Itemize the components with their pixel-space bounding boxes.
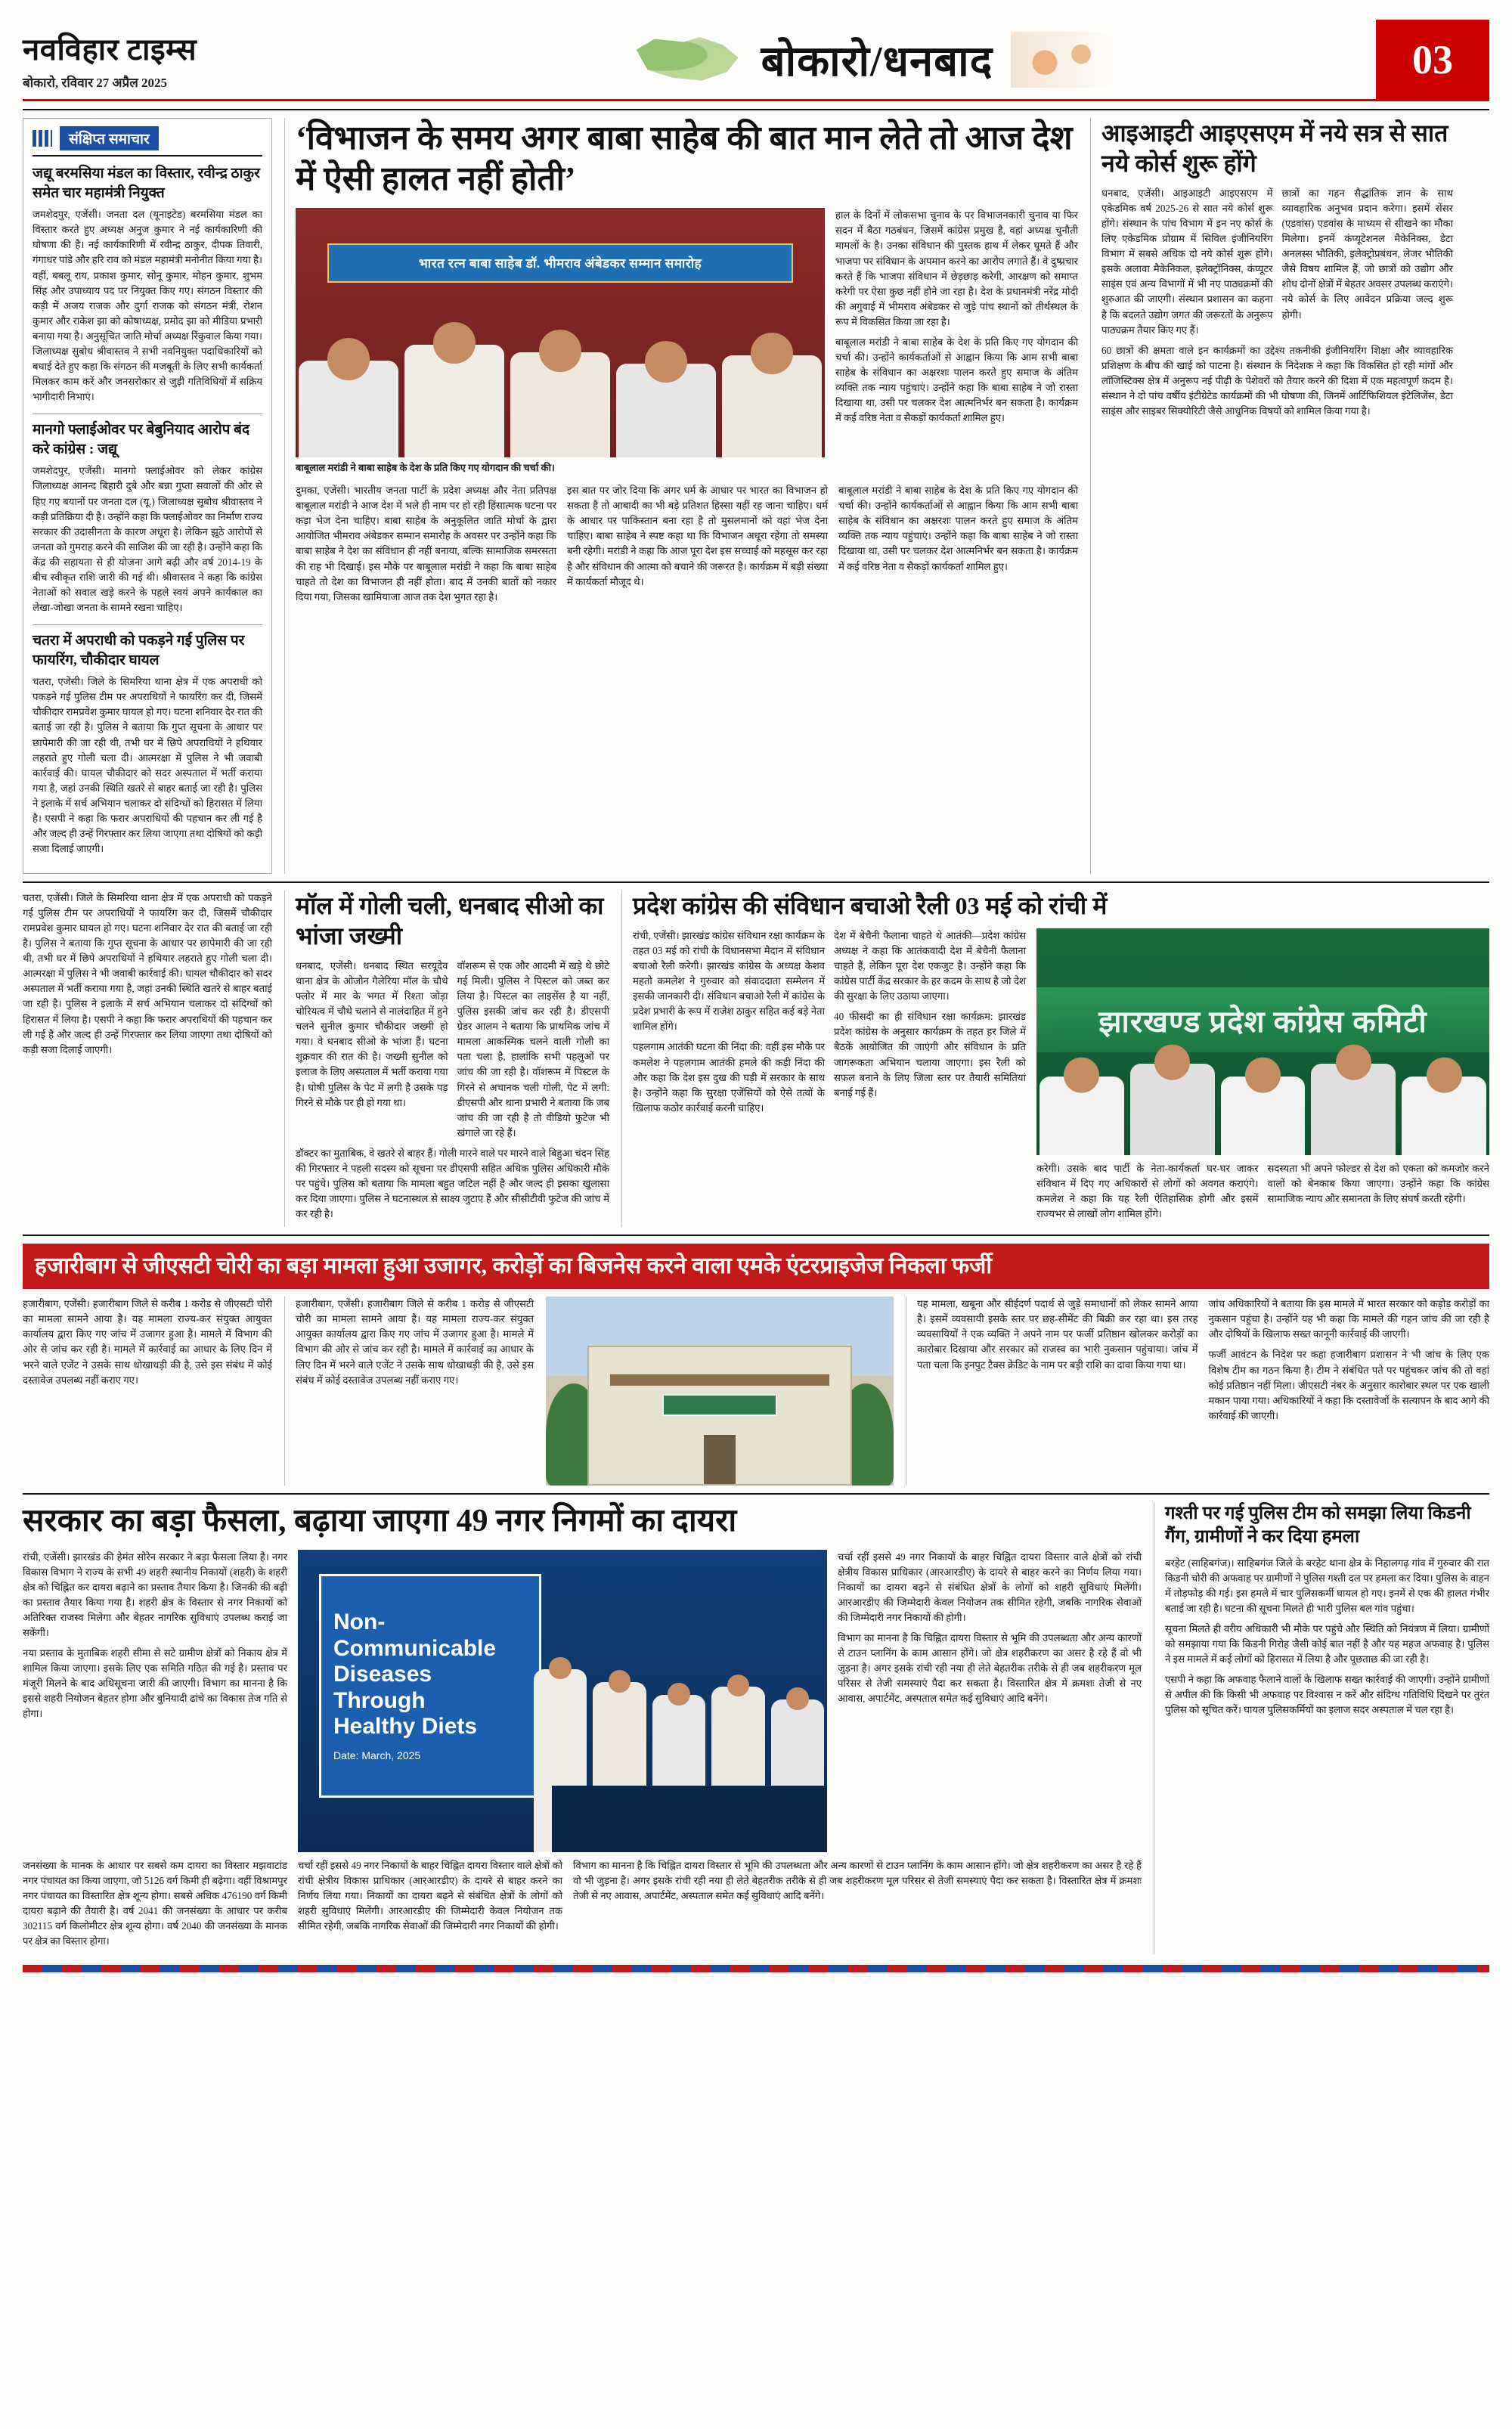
brief-body: जमशेदपुर, एजेंसी। जनता दल (यूनाइटेड) बरमसिया मंडल का विस्तार करते हुए अध्यक्ष अनुज कुमार ने नई कार्यकारिणी की घोषणा की है। नई कार्यकारिणी में रवीन्द्र ठाकुर, दीपक तिवारी, गंगाधर पांडे और हरि राव को मंडल महामंत्री मनोनीत किया गया है। वहीं, बबलू राय, प्रकाश कुमार, सोनू कुमार, मोहन कुमार, शुभम सिंह और उपाध्याय पद पर नियुक्त किए गए। संगठन विस्तार की कड़ी में अजय राजक और दुर्गा राजक को संगठन मंत्री, रोशन कुमार और राकेश झा को कोषाध्यक्ष, प्रमोद झा को मीडिया प्रभारी बनाया गया है। अनुसूचित जाति मोर्चा अध्यक्ष रिंकुवाल किया गया। जिलाध्यक्ष सुबोध श्रीवास्तव ने सभी नवनियुक्त पदाधिकारियों को बधाई देते हुए कहा कि संगठन की मजबूती के लिए सभी कार्यकर्ता मिलकर काम करें और जनसरोकार से जुड़ी गतिविधियों में सक्रिय भागीदारी निभाएं।: [33, 209, 262, 403]
signboard-shape: [662, 1394, 777, 1416]
lead-photo: [296, 208, 825, 457]
police-story: [1154, 1502, 1489, 1954]
brief-body: चतरा, एजेंसी। जिले के सिमरिया थाना क्षेत्र में एक अपराधी को पकड़ने गई पुलिस टीम पर अपराधियों ने फायरिंग कर दी, जिसमें चौकीदार रामप्रवेश कुमार घायल हो गए। घटना शनिवार देर रात की बताई जा रही है। पुलिस ने बताया कि गुप्त सूचना के आधार पर छापेमारी की जा रही थी, तभी घर में छिपे अपराधियों ने हथियार लहराते हुए गोली चला दी। आत्मरक्षा में पुलिस ने भी जवाबी कार्रवाई की। घायल चौकीदार को सदर अस्पताल में भर्ती कराया गया है, जहां उनकी स्थिति खतरे से बाहर बताई जा रही है। पुलिस ने इलाके में सर्च अभियान चलाकर दो संदिग्धों को हिरासत में लिया है। एसपी ने कहा कि फरार अपराधियों की पहचान कर ली गई है और जल्द ही उन्हें गिरफ्तार कर लिया जाएगा तथा दोषियों को कड़ी सजा दिलाई जाएगी।: [33, 676, 262, 854]
lead-paragraph: हाल के दिनों में लोकसभा चुनाव के पर विभाजनकारी चुनाव या फिर सदन में बैठा गठबंधन, जिसमें कांग्रेस प्रमुख है, वहां अध्यक्ष चुनौती मामलों के है। उनका संविधान की पुस्तक हाथ में लेकर घूमते हैं और भाजपा पर संविधान के अपमान करने का आरोप लगाते हैं। वे दुष्प्रचार करते हैं कि भाजपा संविधान में छेड़छाड़ करेगी, आरक्षण को समाप्त करेगी पर ऐसा कुछ नहीं होने जा रहा है। देश के प्रधानमंत्री नरेंद्र मोदी की अगुवाई में भीमराव अंबेडकर से जुड़े पांच स्थानों को तीर्थस्थल के रूप में विकसित किया जा रहा है।: [835, 209, 1078, 327]
nagar-photo: [298, 1550, 827, 1852]
section-name: बोकारो/धनबाद: [761, 38, 993, 85]
gst-paragraph: फर्जी आवंटन के निदेश पर कहा हजारीबाग प्रशासन ने भी जांच के लिए एक विशेष टीम का गठन किया है। टीम ने संबंधित पते पर पहुंचकर जांच की तो वहां कोई प्रतिष्ठान नहीं मिला। जीएसटी नंबर के अनुसार कारोबार स्थल पर एक खाली मकान पाया गया। अधिकारियों ने कहा कि दस्तावेजों के सत्यापन के बाद आगे की कार्रवाई की जाएगी।: [1208, 1349, 1489, 1421]
sidebar-label: संक्षिप्त समाचार: [60, 126, 159, 150]
building-shape: [587, 1346, 852, 1486]
iit-paragraph: छात्रों का गहन सैद्धांतिक ज्ञान के साथ व्यावहारिक अनुभव प्रदान करेगा। इसमें सेंसर (एडवांस) एडवांस के माध्यम से सीखने का मौका मिलेगा। इनमें कंप्यूटेशनल मैकेनिक्स, डेटा अनलस्स भौतिकी, इलेक्ट्रोप्रबंधन, लेजर भौतिकी जैसे विषय शामिल हैं, जो छात्रों को उद्योग और शोध दोनों क्षेत्रों में बेहतर अवसर उपलब्ध कराएंगे। नये कोर्स के लिए आवेदन प्रक्रिया जल्द शुरू होगी।: [1281, 187, 1453, 321]
iit-paragraph: 60 छात्रों की क्षमता वाले इन कार्यक्रमों का उद्देश्य तकनीकी इंजीनियरिंग शिक्षा और व्यावहारिक प्रशिक्षण के बीच की खाई को पाटना है। संस्थान के निदेशक ने कहा कि विकसित हो रही मांगों और लॉजिस्टिक्स क्षेत्र में अनुरूप नई पीढ़ी के पेशेवरों को तैयार करने की दिशा में एक महत्वपूर्ण कदम है। संस्थान ने दो पांच वर्षीय इंटीग्रेटेड कार्यक्रमों की भी घोषणा की, जिनमें आर्टिफिशियल इंटेलिजेंस, डेटा साइंस और साइबर सिक्योरिटी जैसे आधुनिक विषयों को शामिल किया गया है।: [1101, 344, 1453, 417]
nagar-story: [23, 1502, 1142, 1954]
lead-photo-caption: बाबूलाल मरांडी ने बाबा साहेब के देश के प्रति किए गए योगदान की चर्चा की।: [296, 462, 555, 474]
lead-col-1: [296, 483, 556, 610]
police-paragraph: बरहेट (साहिबगंज)। साहिबगंज जिले के बरहेट थाना क्षेत्र के निहालगढ़ गांव में गुरुवार की रात किडनी चोरी की अफवाह पर ग्रामीणों ने पुलिस गश्ती दल पर हमला कर दिया। पुलिस के वाहन में तोड़फोड़ की गई। इस हमले में चार पुलिसकर्मी घायल हो गए। इनमें से एक की हालत गंभीर बताई जा रही है। घटना की सूचना मिलते ही भारी पुलिस बल गांव पहुंचा।: [1165, 1557, 1489, 1614]
mall-story: [284, 891, 609, 1227]
brief-item: [33, 420, 262, 615]
top-section: [23, 118, 1489, 874]
congress-photo: [1036, 928, 1489, 1155]
middle-section: [23, 891, 1489, 1227]
congress-paragraph: देश में बेचैनी फैलाना चाहते थे आतंकी—प्रदेश कांग्रेस अध्यक्ष ने कहा कि आतंकवादी देश में बेचैनी फैलाना चाहते हैं, लेकिन पूरा देश एकजुट है। उन्होंने कहा कि कांग्रेस पार्टी केंद्र सरकार के हर कदम के साथ है जो देश की सुरक्षा के लिए उठाया जाएगा।: [834, 930, 1026, 1002]
gst-paragraph: यह मामला, खबूना और सीईदर्ण पदार्थ से जुड़े समाधानों को लेकर सामने आया है। इसमें व्यवसायी इसके स्तर पर छह-सीमेंट की बिक्री कर रहा था। इस तरह व्यवसायियों ने एक व्यक्ति ने अपने नाम पर फर्जी प्रतिष्ठान खोलकर करोड़ों का कारोबार दिखाया और सरकार को राजस्व का भारी नुकसान पहुंचाया। जांच में पता चला कि इनपुट टैक्स क्रेडिट के नाम पर बड़ी राशि का दावा किया गया था।: [917, 1298, 1198, 1371]
nagar-paragraph: विभाग का मानना है कि चिह्नित दायरा विस्तार से भूमि की उपलब्धता और अन्य कारणों से टाउन प्लानिंग के काम आसान होंगे। जो क्षेत्र शहरीकरण का असर है रहे हैं वो भी जुड़ना है। अगर इसके रांची रही नया ही लेते बेहतरीक तरीके से ही जब शहरीकरण मूल परिसर से तेजी समस्याएं पैदा कर सकता है। विस्तारित क्षेत्र में क्रमशः तेजी से नए आवास, अपार्टमेंट, अस्पताल समेत कई सुविधाएं आदि बनेंगे।: [573, 1859, 1142, 1901]
congress-paragraph: 40 फीसदी का ही संविधान रक्षा कार्यक्रम: झारखंड प्रदेश कांग्रेस के अनुसार कार्यक्रम के तहत हर जिले में बैठकें आयोजित की जाएंगी और संविधान के प्रति जागरूकता अभियान चलाया जाएगा। इस रैली को सफल बनाने के लिए जिला स्तर पर तैयारी समितियां बनाई गई हैं।: [834, 1011, 1026, 1098]
police-paragraph: एसपी ने कहा कि अफवाह फैलाने वालों के खिलाफ सख्त कार्रवाई की जाएगी। उन्होंने ग्रामीणों से अपील की कि किसी भी अफवाह पर विश्वास न करें और संदिग्ध गतिविधि दिखने पर तुरंत पुलिस को सूचित करें। घायल पुलिसकर्मियों का इलाज सदर अस्पताल में चल रहा है।: [1165, 1674, 1489, 1716]
congress-paragraph: करेगी। उसके बाद पार्टी के नेता-कार्यकर्ता घर-घर जाकर संविधान में दिए गए अधिकारों से लोगों को अवगत कराएंगे। कमलेश ने कहा कि यह रैली ऐतिहासिक होगी और इसमें राज्यभर से लाखों लोग शामिल होंगे।: [1036, 1163, 1259, 1220]
section-rule: [23, 1493, 1489, 1495]
lead-col-3: [835, 208, 1078, 476]
section-rule: [23, 881, 1489, 883]
photo-people: [1036, 1046, 1489, 1155]
nagar-headline: सरकार का बड़ा फैसला, बढ़ाया जाएगा 49 नगर निगमों का दायरा: [23, 1504, 737, 1539]
lead-paragraph: इस बात पर जोर दिया कि अगर धर्म के आधार पर भारत का विभाजन हो सकता है तो आबादी का भी बड़े प्रतिशत हिस्सा यहीं रह जाना चाहिए। धर्म के आधार पर पाकिस्तान बना रहा है तो मुसलमानों को वहां भेज देना चाहिए। बाबा साहेब ने स्पष्ट कहा था कि विभाजन अधूरा रहेगा तो समस्या बनी रहेगी। मरांडी ने कहा कि आज पूरा देश इस सच्चाई को महसूस कर रहा है और संविधान की आत्मा को बचाने की जरूरत है। कार्यक्रम में बड़ी संख्या में कार्यकर्ता मौजूद थे।: [567, 485, 828, 587]
congress-paragraph: पहलगाम आतंकी घटना की निंदा की: वहीं इस मौके पर कमलेश ने पहलगाम आतंकी हमले की कड़ी निंदा की और कहा कि देश इस दुख की घड़ी में सरकार के साथ है। उन्होंने कहा कि सुरक्षा एजेंसियों को ऐसे तत्वों के खिलाफ कठोर कार्रवाई करनी चाहिए।: [633, 1041, 825, 1114]
brief-headline: जद्यू बरमसिया मंडल का विस्तार, रवीन्द्र ठाकुर समेत चार महामंत्री नियुक्त: [33, 166, 260, 201]
masthead-rule: [23, 109, 1489, 110]
masthead-dateline: बोकारो, रविवार 27 अप्रैल 2025: [23, 76, 167, 90]
map-icon: [630, 36, 743, 84]
photo-banner-text: भारत रत्न बाबा साहेब डॉ. भीमराव अंबेडकर सम्मान समारोह: [327, 243, 793, 283]
newspaper-title: नवविहार टाइम्स: [23, 33, 197, 67]
lead-paragraph: दुमका, एजेंसी। भारतीय जनता पार्टी के प्रदेश अध्यक्ष और नेता प्रतिपक्ष बाबूलाल मरांडी ने आज देश में भले ही नाम पर हो रही हिंसात्मक घटना पर कड़ा भेज देना चाहिए। बाबा साहेब के अनुकूलित जाति मोर्चा के द्वारा आयोजित भीमराव अंबेडकर सम्मान समारोह के अवसर पर उन्होंने कहा कि बाबा साहेब ने देश का संविधान ही नहीं बनाया, बल्कि सामाजिक समरसता की राह भी दिखाई। इस मौके पर बाबूलाल मरांडी ने कहा कि बाबा साहेब चाहते तो देश का विभाजन ही नहीं होता। बाद में उनकी बातों को नकार दिया गया, जिसका खामियाजा आज तक देश भुगत रहा है।: [296, 485, 556, 603]
mall-paragraph: धनबाद, एजेंसी। धनबाद स्थित सरयूदेव थाना क्षेत्र के ओजोन गैलेरिया मॉल के चौथे फ्लोर में मार के भगत में रिश्ता जोड़ा चोरियत्व में चौथे चलाने से नालंदाहित में हुने चलने सुनील कुमार चौकीदार जख्मी हो गया। वे धनबाद सीओ के भांजा हैं। घटना शुक्रवार की रात की है। जख्मी सुनील को इलाज के लिए अस्पताल में भर्ती कराया गया है। घोषी पुलिस के पेट में लगी है उसके पड़ गिरने से मौके पर ही हो गया था।: [296, 960, 448, 1108]
lead-headline: ‘विभाजन के समय अगर बाबा साहेब की बात मान लेते तो आज देश में ऐसी हालत नहीं होती’: [296, 119, 1073, 197]
gst-photo: [546, 1297, 894, 1486]
lead-photo-block: [296, 208, 825, 476]
iit-story: [1090, 118, 1453, 874]
bottom-section: [23, 1502, 1489, 1954]
lead-paragraph: बाबूलाल मरांडी ने बाबा साहेब के देश के प्रति किए गए योगदान की चर्चा की। उन्होंने कार्यकर्ताओं से आह्वान किया कि आम सभी बाबा साहेब के संविधान का अक्षरशः पालन करते हुए समाज के अंतिम व्यक्ति तक न्याय पहुंचाएं। उन्होंने कहा कि बाबा साहेब ने जो रास्ता दिखाया था, उसी पर चलकर देश आत्मनिर्भर बन सकता है। कार्यक्रम में कई वरिष्ठ नेता व सैकड़ों कार्यकर्ता शामिल हुए।: [838, 485, 1078, 572]
page-number: 03: [1376, 20, 1489, 99]
congress-paragraph: रांची, एजेंसी। झारखंड कांग्रेस संविधान रक्षा कार्यक्रम के तहत 03 मई को रांची के विधानसभा मैदान में संविधान बचाओ रैली करेगी। झारखंड कांग्रेस के अध्यक्ष केशव महतो कमलेश ने गुरुवार को संवाददाता सम्मेलन में इसकी जानकारी दी। संविधान बचाओ रैली में कांग्रेस के प्रदेश प्रभारी के रूप में राजेश ठाकुर सहित कई बड़े नेता शामिल होंगे।: [633, 930, 826, 1033]
masthead-left: [23, 20, 378, 99]
brief-body: जमशेदपुर, एजेंसी। मानगो फ्लाईओवर को लेकर कांग्रेस जिलाध्यक्ष आनन्द बिहारी दुबे और बन्ना गुप्ता सवालों की ओर से हिए गए बयानों पर जनता दल (यू.) जिलाध्यक्ष सुबोध श्रीवास्तव ने कड़ी प्रतिक्रिया दी है। उन्होंने कहा कि फ्लाईओवर का निर्माण राज्य सरकार की उदासीनता के कारण अधूरा है। लेकिन झूठे आरोपों से जनता को गुमराह करने की साजिश की जा रही है। उन्होंने कहा कि केंद्र की सहायता से ही योजना आगे बढ़ी और वर्ष 2014-19 के बीच स्वीकृत राशि जारी की गई थी। श्रीवास्तव ने कहा कि कांग्रेस नेताओं को सवाल खड़े करने के पहले स्वयं अपने कार्यकाल का लेखा-जोखा जनता के सामने रखना चाहिए।: [33, 465, 262, 613]
gst-headline: हजारीबाग से जीएसटी चोरी का बड़ा मामला हुआ उजागर, करोड़ों का बिजनेस करने वाला एमके एंटरप्राइजेज निकला फर्जी: [23, 1244, 1489, 1289]
gst-paragraph: जांच अधिकारियों ने बताया कि इस मामले में भारत सरकार को कड़ोड़ करोड़ों का नुकसान पहुंचा है। उन्होंने यह भी कहा कि मामले की गहन जांच की जा रही है और दोषियों के खिलाफ सख्त कानूनी कार्रवाई की जाएगी।: [1208, 1298, 1489, 1340]
presentation-screen: [319, 1574, 541, 1798]
gst-story: [23, 1244, 1489, 1486]
bars-icon: [33, 130, 52, 147]
lead-col-4: [838, 483, 1078, 610]
divider: [33, 624, 262, 625]
congress-photo-block: [1036, 928, 1489, 1227]
nagar-photo-block: [298, 1550, 827, 1852]
photo-people: [296, 323, 825, 457]
masthead-center: [378, 20, 1376, 99]
decorative-figure-icon: [1011, 32, 1124, 88]
masthead: [23, 20, 1489, 101]
screen-line-1: Non-Communicable: [333, 1610, 497, 1661]
mall-headline: मॉल में गोली चली, धनबाद सीओ का भांजा जख्मी: [296, 892, 604, 950]
iit-headline: आइआइटी आइएसएम में नये सत्र से सात नये कोर्स शुरू होंगे: [1101, 119, 1448, 177]
congress-text-left: [633, 928, 1026, 1227]
roof-shape: [610, 1374, 829, 1385]
nagar-paragraph: चर्चा रहीं इससे 49 नगर निकायों के बाहर चिह्नित दायरा विस्तार वाले क्षेत्रों को रांची क्षेत्रीय विकास प्राधिकार (आरआरडीए) के दायरे से बाहर करने का निर्णय लिया गया। निकायों का दायरा बढ़ने से संबंधित क्षेत्रों के लोगों को शहरी सुविधाएं मिलेंगी। आरआरडीए की जिम्मेदारी केवल नियोजन तक सीमित रहेगी, जबकि नागरिक सेवाओं की जिम्मेदारी नगर निकायों की होगी।: [838, 1551, 1142, 1623]
gst-paragraph: हजारीबाग, एजेंसी। हजारीबाग जिले से करीब 1 करोड़ से जीएसटी चोरी का मामला सामने आया है। यह मामला राज्य-कर संयुक्त आयुक्त कार्यालय द्वारा किए गए जांच में उजागर हुआ है। मामले में विभाग की ओर से जांच कर रही है। मामले में कार्रवाई का आधार के लिए दिन में भरने वाले एजेंट ने उसके साथ धोखाधड़ी की है, उसे इस संबंध में कोई दस्तावेज उपलब्ध नहीं कराए गए।: [23, 1298, 272, 1386]
brief-headline: चतरा में अपराधी को पकड़ने गई पुलिस पर फायरिंग, चौकीदार घायल: [33, 633, 245, 668]
table-shape: [552, 1786, 827, 1852]
congress-story: [621, 891, 1489, 1227]
footer-strip: [23, 1965, 1489, 1972]
police-paragraph: सूचना मिलते ही वरीय अधिकारी भी मौके पर पहुंचे और स्थिति को नियंत्रण में लिया। ग्रामीणों को समझाया गया कि किडनी गिरोह जैसी कोई बात नहीं है और यह महज अफवाह है। पुलिस ने इस मामले में कई लोगों को हिरासत में लिया है और पूछताछ की जा रही है।: [1165, 1622, 1489, 1665]
lead-col-2: [567, 483, 828, 610]
gst-paragraph: हजारीबाग, एजेंसी। हजारीबाग जिले से करीब 1 करोड़ से जीएसटी चोरी का मामला सामने आया है। यह मामला राज्य-कर संयुक्त आयुक्त कार्यालय द्वारा किए गए जांच में उजागर हुआ है। मामले में विभाग की ओर से जांच कर रही है। मामले में कार्रवाई का आधार के लिए दिन में भरने वाले एजेंट ने उसके साथ धोखाधड़ी की है, उसे इस संबंध में कोई दस्तावेज उपलब्ध नहीं कराए गए।: [296, 1298, 534, 1386]
door-shape: [704, 1435, 735, 1484]
iit-paragraph: धनबाद, एजेंसी। आइआइटी आइएसएम में एकेडमिक वर्ष 2025-26 से सात नये कोर्स शुरू होंगे। संस्थान के पांच विभाग में इन नए कोर्स के लिए एकेडमिक प्रोग्राम में सिविल इंजीनियरिंग विभाग में सबसे अधिक दो नये कोर्स शुरू होंगे। इसके अलावा मैकेनिकल, इलेक्ट्रॉनिक्स, कंप्यूटर साइंस एवं अन्य विभागों में भी नए पाठ्यक्रमों की शुरुआत की जाएगी। संस्थान प्रशासन का कहना है कि बदलते उद्योग जगत की जरूरतों के अनुरूप पाठ्यक्रम तैयार किए गए हैं।: [1101, 187, 1273, 336]
mall-paragraph: वॉशरूम से एक और आदमी में खड़े थे छोटे गई मिली। पुलिस ने पिस्टल को जब्त कर लिया है। पिस्टल का लाइसेंस है या नहीं, पुलिस इसकी जांच कर रही है। डीएसपी ग्रेडर आलम ने बताया कि प्राथमिक जांच में मामला आकस्मिक चलने वाली गोली का पता चला है, हालांकि सभी पहलुओं पर जांच की जा रही है। वॉशरूम में पिस्टल के गिरने से अचानक चली गोली, पेट में लगी: डीएसपी और थाना प्रभारी ने बताया कि जब जांच की जा रही है तो वीडियो फुटेज भी खंगाले जा रहे हैं।: [457, 960, 609, 1139]
congress-headline: प्रदेश कांग्रेस की संविधान बचाओ रैली 03 मई को रांची में: [633, 892, 1108, 920]
brief-body-continued: चतरा, एजेंसी। जिले के सिमरिया थाना क्षेत्र में एक अपराधी को पकड़ने गई पुलिस टीम पर अपराधियों ने फायरिंग कर दी, जिसमें चौकीदार रामप्रवेश कुमार घायल हो गए। घटना शनिवार देर रात की बताई जा रही है। पुलिस ने बताया कि गुप्त सूचना के आधार पर छापेमारी की जा रही थी, तभी घर में छिपे अपराधियों ने हथियार लहराते हुए गोली चला दी। आत्मरक्षा में पुलिस ने भी जवाबी कार्रवाई की। घायल चौकीदार को सदर अस्पताल में भर्ती कराया गया है, जहां उनकी स्थिति खतरे से बाहर बताई जा रही है। पुलिस ने इलाके में सर्च अभियान चलाकर दो संदिग्धों को हिरासत में लिया है। एसपी ने कहा कि फरार अपराधियों की पहचान कर ली गई है और जल्द ही उन्हें गिरफ्तार कर लिया जाएगा तथा दोषियों को कड़ी सजा दिलाई जाएगी।: [23, 892, 272, 1055]
nagar-paragraph: नया प्रस्ताव के मुताबिक शहरी सीमा से सटे ग्रामीण क्षेत्रों को निकाय क्षेत्र में शामिल किया जाएगा। इसके लिए एक समिति गठित की गई है। प्रस्ताव पर मंजूरी मिलने के बाद अधिसूचना जारी की जाएगी। विभाग का मानना है कि इससे शहरी नियोजन बेहतर होगा और बुनियादी ढांचे का विकास तेज गति से होगा।: [23, 1647, 287, 1720]
brief-headline: मानगो फ्लाईओवर पर बेबुनियाद आरोप बंद करे कांग्रेस : जद्यू: [33, 422, 250, 457]
lead-paragraph: बाबूलाल मरांडी ने बाबा साहेब के देश के प्रति किए गए योगदान की चर्चा की। उन्होंने कार्यकर्ताओं से आह्वान किया कि आम सभी बाबा साहेब के संविधान का अक्षरशः पालन करते हुए समाज के अंतिम व्यक्ति तक न्याय पहुंचाएं। उन्होंने कहा कि बाबा साहेब ने जो रास्ता दिखाया था, उसी पर चलकर देश आत्मनिर्भर बन सकता है। कार्यक्रम में कई वरिष्ठ नेता व सैकड़ों कार्यकर्ता शामिल हुए।: [835, 336, 1078, 424]
brief-item: [33, 164, 262, 404]
gst-photo-block: [546, 1297, 894, 1486]
sidebar-continued: [23, 891, 272, 1227]
brief-news-sidebar: [23, 118, 272, 874]
nagar-paragraph: जनसंख्या के मानक के आधार पर सबसे कम दायरा का विस्तार मझवाटांड नगर पंचायत का किया जाएगा, जो 5126 वर्ग किमी ही बढ़ेगा। वहीं विश्रामपुर नगर पंचायत का विस्तारित क्षेत्र शून्य होगा। सबसे अधिक 476190 वर्ग किमी दायरा बढ़ाने की तैयारी है। वर्ष 2041 की जनसंख्या के आधार पर करीब 302115 वर्ग किलोमीटर क्षेत्र शून्य होगा। वर्ष 2040 की जनसंख्या के मानक पर क्षेत्र का विस्तार होगा।: [23, 1859, 287, 1947]
brief-item: [33, 631, 262, 857]
police-headline: गश्ती पर गई पुलिस टीम को समझा लिया किडनी गैंग, ग्रामीणों ने कर दिया हमला: [1165, 1504, 1471, 1548]
mall-paragraph: डॉक्टर का मुताबिक, वे खतरे से बाहर हैं। गोली मारने वाले पर मारने वाले बिहुआ चंदन सिंह की गिरफ्तार ने पहली सदस्य को सूचना पर डीएसपी सहित अधिक पुलिस अधिकारी मौके पर पहुंचे। पुलिस को बताया कि मामला बहुत जटिल नहीं है और जल्द ही इसका खुलासा कर दिया जाएगा। पुलिस ने घटनास्थल से साक्ष्य जुटाए हैं और सीसीटीवी फुटेज की जांच में कर रही है।: [296, 1147, 609, 1220]
nagar-paragraph: चर्चा रहीं इससे 49 नगर निकायों के बाहर चिह्नित दायरा विस्तार वाले क्षेत्रों को रांची क्षेत्रीय विकास प्राधिकार (आरआरडीए) के दायरे से बाहर करने का निर्णय लिया गया। निकायों का दायरा बढ़ने से संबंधित क्षेत्रों के लोगों को शहरी सुविधाएं मिलेंगी। आरआरडीए की जिम्मेदारी केवल नियोजन तक सीमित रहेगी, जबकि नागरिक सेवाओं की जिम्मेदारी नगर निकायों की होगी।: [298, 1859, 562, 1932]
nagar-paragraph: विभाग का मानना है कि चिह्नित दायरा विस्तार से भूमि की उपलब्धता और अन्य कारणों से टाउन प्लानिंग के काम आसान होंगे। जो क्षेत्र शहरीकरण का असर है रहे हैं वो भी जुड़ना है। अगर इसके रांची रही नया ही लेते बेहतरीक तरीके से ही जब शहरीकरण मूल परिसर से तेजी समस्याएं पैदा कर सकता है। विस्तारित क्षेत्र में क्रमशः तेजी से नए आवास, अपार्टमेंट, अस्पताल समेत कई सुविधाएं आदि बनेंगे।: [838, 1631, 1142, 1705]
screen-date: Date: March, 2025: [333, 1749, 421, 1761]
section-rule: [23, 1235, 1489, 1236]
screen-line-2: Diseases Through: [333, 1662, 432, 1713]
congress-paragraph: सदस्यता भी अपने फोल्डर से देश को एकता को कमजोर करने वालों को बेनकाब किया जाएगा। उन्होंने कहा कि कांग्रेस सामाजिक न्याय और समानता के लिए संघर्ष करती रहेगी।: [1267, 1163, 1489, 1205]
nagar-paragraph: रांची, एजेंसी। झारखंड की हेमंत सोरेन सरकार ने बड़ा फैसला लिया है। नगर विकास विभाग ने राज्य के सभी 49 शहरी स्थानीय निकायों (शहरी) के शहरी क्षेत्र को चिह्नित कर दायरा बढ़ाने का प्रस्ताव तैयार किया है। जिनकी की बढ़ी का प्रस्ताव तैयार किया गया है। शहरी क्षेत्र के विस्तार से नगर निकायों को अतिरिक्त राजस्व मिलेगा और बेहतर नागरिक सुविधाएं उपलब्ध कराई जा सकेंगी।: [23, 1551, 287, 1638]
sidebar-header: [33, 126, 262, 156]
lead-story: [284, 118, 1078, 874]
photo-banner-text: झारखण्ड प्रदेश कांग्रेस कमिटी: [1036, 987, 1489, 1052]
screen-line-3: Healthy Diets: [333, 1714, 478, 1740]
